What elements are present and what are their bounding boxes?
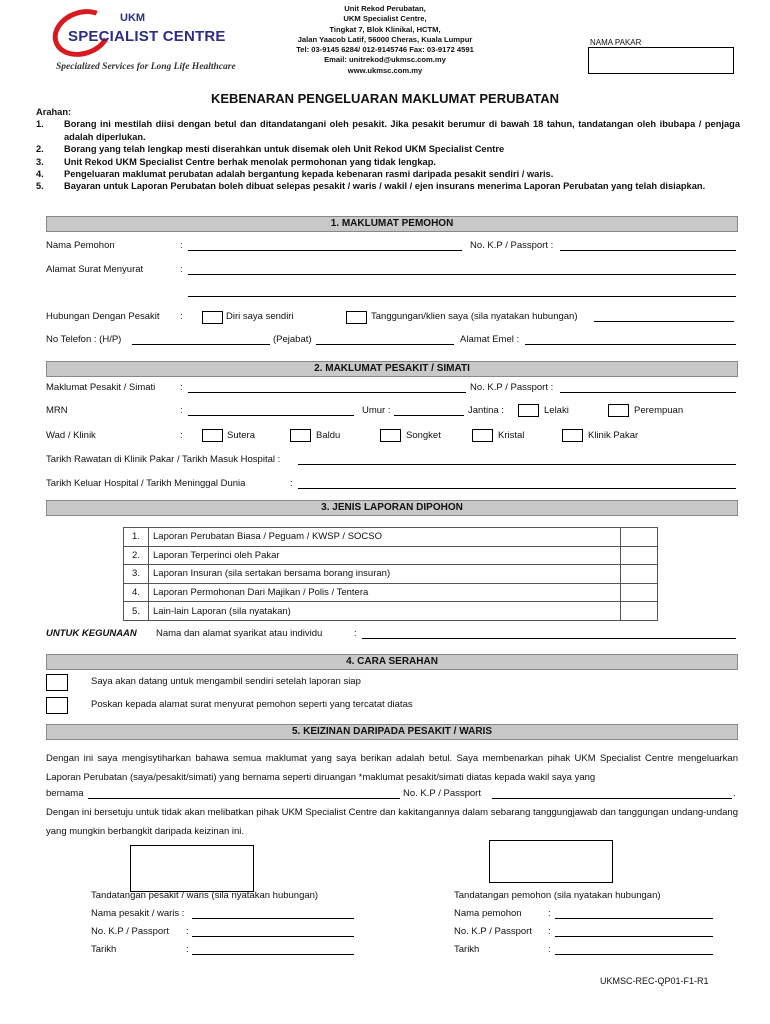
instruction-item: 4. Pengeluaran maklumat perubatan adalah bergantung kepada kebenaran rasmi daripada pesakit sendiri / waris. [36,169,554,180]
address-line: Tel: 03-9145 6284/ 012-9145746 Fax: 03-9172 4591 [296,45,474,55]
report-num: 2. [124,546,149,565]
lelaki-checkbox[interactable] [518,404,539,417]
report-name: Laporan Perubatan Biasa / Peguam / KWSP / SOCSO [149,528,621,547]
section-2-header: 2. MAKLUMAT PESAKIT / SIMATI [46,361,738,377]
colon: : [180,311,183,322]
perempuan-label: Perempuan [634,405,684,416]
ukm-logo [50,8,250,78]
table-row [124,602,658,621]
report-num: 4. [124,583,149,602]
tarikh-pesakit-field[interactable] [192,954,354,955]
kp-pesakit-sig-label: No. K.P / Passport [91,926,169,937]
report-checkbox[interactable] [621,565,658,584]
kp-wakil-field[interactable] [492,798,732,799]
umur-field[interactable] [394,415,464,416]
signature-box-pesakit[interactable] [130,845,254,892]
colon: : [180,382,183,393]
sig-pemohon-label: Tandatangan pemohon (sila nyatakan hubungan) [454,890,661,901]
address-line: Email: unitrekod@ukmsc.com.my [324,55,446,65]
instruction-item: 5. Bayaran untuk Laporan Perubatan boleh dibuat selepas pesakit / waris / wakil / ejen insurans menerima Laporan Perubatan yang telah disiapkan. [36,181,706,192]
ambil-sendiri-checkbox[interactable] [46,674,68,691]
report-checkbox[interactable] [621,528,658,547]
kp-pesakit-sig-field[interactable] [192,936,354,937]
address-line: Tingkat 7, Blok Klinikal, HCTM, [329,24,441,34]
kp-pesakit-field[interactable] [560,392,736,393]
kp-pesakit-label: No. K.P / Passport : [470,382,554,393]
report-name: Laporan Terperinci oleh Pakar [149,546,621,565]
syarikat-label: Nama dan alamat syarikat atau individu [156,628,323,639]
kp-pemohon-sig-label: No. K.P / Passport [454,926,532,937]
colon: : [180,264,183,275]
telefon-pejabat-field[interactable] [316,344,454,345]
wad-baldu-checkbox[interactable] [290,429,311,442]
instruction-item: 2. Borang yang telah lengkap mesti diserahkan untuk disemak oleh Unit Rekod UKM Specialist Centre [36,144,505,155]
address-line: Jalan Yaacob Latif, 56000 Cheras, Kuala Lumpur [297,34,473,44]
report-name: Laporan Permohonan Dari Majikan / Polis / Tentera [149,583,621,602]
diri-sendiri-checkbox[interactable] [202,311,223,324]
bernama-field[interactable] [88,798,400,799]
form-code: UKMSC-REC-QP01-F1-R1 [600,976,709,986]
telefon-label: No Telefon : (H/P) [46,334,122,345]
table-row [124,528,658,547]
nama-pemohon-sig-label: Nama pemohon [454,908,522,919]
table-row [124,583,658,602]
alamat-label: Alamat Surat Menyurat [46,264,144,275]
form-title: KEBENARAN PENGELUARAN MAKLUMAT PERUBATAN [210,91,560,106]
tarikh-pemohon-field[interactable] [555,954,713,955]
section-4-header: 4. CARA SERAHAN [46,654,738,670]
tarikh-rawatan-field[interactable] [298,464,736,465]
hubungan-label: Hubungan Dengan Pesakit [46,311,160,322]
colon: : [290,478,293,489]
consent-paragraph-1: Dengan ini saya mengisytiharkan bahawa semua maklumat yang saya berikan adalah betul. Saya membenarkan pihak UKM Specialist Centre mengeluarkan Laporan Perubatan (saya/pesakit/simati) yang bernama seperti diruangan *maklumat pesakit/simati diatas kepada wakil saya yang [46,753,738,783]
report-checkbox[interactable] [621,602,658,621]
nama-pakar-field[interactable] [588,47,734,74]
klinik-pakar-checkbox[interactable] [562,429,583,442]
colon: : [180,240,183,251]
mrn-field[interactable] [188,415,354,416]
kp-pemohon-label: No. K.P / Passport : [470,240,554,251]
umur-label: Umur : [362,405,391,416]
report-num: 5. [124,602,149,621]
emel-field[interactable] [525,344,736,345]
signature-box-pemohon[interactable] [489,840,613,883]
alamat-field-line-2[interactable] [188,296,736,297]
nama-pemohon-label: Nama Pemohon [46,240,115,251]
colon: : [354,628,357,639]
colon: : [186,926,189,937]
tanggungan-label: Tanggungan/klien saya (sila nyatakan hubungan) [371,311,578,322]
nama-pemohon-field[interactable] [188,250,462,251]
wad-sutera-checkbox[interactable] [202,429,223,442]
report-type-table [123,527,658,621]
report-checkbox[interactable] [621,583,658,602]
kp-wakil-label: No. K.P / Passport [403,788,481,799]
section-3-header: 3. JENIS LAPORAN DIPOHON [46,500,738,516]
address-line: Unit Rekod Perubatan, [344,4,426,13]
pos-label: Poskan kepada alamat surat menyurat pemohon seperti yang tercatat diatas [91,699,413,710]
report-name: Lain-lain Laporan (sila nyatakan) [149,602,621,621]
tarikh-pemohon-label: Tarikh [454,944,480,955]
mrn-label: MRN [46,405,68,416]
pejabat-label: (Pejabat) [273,334,312,345]
colon: : [548,944,551,955]
tanggungan-checkbox[interactable] [346,311,367,324]
tarikh-pesakit-label: Tarikh [91,944,117,955]
nama-pesakit-field[interactable] [192,918,354,919]
colon: : [548,926,551,937]
klinik-pakar-label: Klinik Pakar [588,430,639,441]
tarikh-keluar-field[interactable] [298,488,736,489]
kp-pemohon-sig-field[interactable] [555,936,713,937]
jantina-label: Jantina : [468,405,504,416]
wad-kristal-label: Kristal [498,430,525,441]
syarikat-field[interactable] [362,638,736,639]
pesakit-label: Maklumat Pesakit / Simati [46,382,156,393]
instruction-item: 1. Borang ini mestilah diisi dengan betul dan ditandatangani oleh pesakit. Jika pesakit berumur di bawah 18 tahun, tandatangan oleh ibubapa / penjaga adalah diperlukan. [36,119,740,142]
report-checkbox[interactable] [621,546,658,565]
sig-pesakit-label: Tandatangan pesakit / waris (sila nyatakan hubungan) [91,890,319,901]
ambil-sendiri-label: Saya akan datang untuk mengambil sendiri setelah laporan siap [91,676,361,687]
logo-name-text: SPECIALIST CENTRE [68,28,226,45]
perempuan-checkbox[interactable] [608,404,629,417]
diri-sendiri-label: Diri saya sendiri [226,311,294,322]
wad-songket-checkbox[interactable] [380,429,401,442]
instructions [36,106,740,193]
instructions-heading: Arahan: [36,107,72,117]
report-num: 3. [124,565,149,584]
logo-tagline: Specialized Services for Long Life Healthcare [56,62,236,72]
colon: : [180,405,183,416]
wad-kristal-checkbox[interactable] [472,429,493,442]
lelaki-label: Lelaki [544,405,569,416]
address-block [270,4,500,76]
section-1-header: 1. MAKLUMAT PEMOHON [46,216,738,232]
instruction-item: 3. Unit Rekod UKM Specialist Centre berhak menolak permohonan yang tidak lengkap. [36,156,436,167]
nama-pesakit-label: Nama pesakit / waris : [91,908,185,919]
period: . [733,788,736,799]
emel-label: Alamat Emel : [460,334,520,345]
wad-sutera-label: Sutera [227,430,255,441]
untuk-kegunaan-label: UNTUK KEGUNAAN [46,628,137,639]
nama-pemohon-sig-field[interactable] [555,918,713,919]
tarikh-keluar-label: Tarikh Keluar Hospital / Tarikh Meninggal Dunia [46,478,246,489]
address-line: UKM Specialist Centre, [343,14,427,24]
tarikh-rawatan-label: Tarikh Rawatan di Klinik Pakar / Tarikh Masuk Hospital : [46,454,281,465]
logo-ukm-text: UKM [120,12,146,24]
wad-songket-label: Songket [406,430,441,441]
wad-baldu-label: Baldu [316,430,341,441]
colon: : [548,908,551,919]
table-row [124,546,658,565]
table-row [124,565,658,584]
nama-pakar-label: NAMA PAKAR [590,38,642,47]
report-num: 1. [124,528,149,547]
colon: : [180,430,183,441]
consent-paragraph-2: Dengan ini bersetuju untuk tidak akan melibatkan pihak UKM Specialist Centre dan kakitangannya dalam sebarang tanggungjawab dan tanggungan undang-undang yang mungkin berbangkit daripada keizinan ini. [46,807,738,837]
bernama-label: bernama [46,788,84,799]
hubungan-field[interactable] [594,321,734,322]
telefon-hp-field[interactable] [132,344,270,345]
alamat-field-line-1[interactable] [188,274,736,275]
pos-checkbox[interactable] [46,697,68,714]
address-line: www.ukmsc.com.my [347,65,423,75]
wad-label: Wad / Klinik [46,430,96,441]
section-5-header: 5. KEIZINAN DARIPADA PESAKIT / WARIS [46,724,738,740]
report-name: Laporan Insuran (sila sertakan bersama borang insuran) [149,565,621,584]
colon: : [186,944,189,955]
pesakit-field[interactable] [188,392,466,393]
kp-pemohon-field[interactable] [560,250,736,251]
